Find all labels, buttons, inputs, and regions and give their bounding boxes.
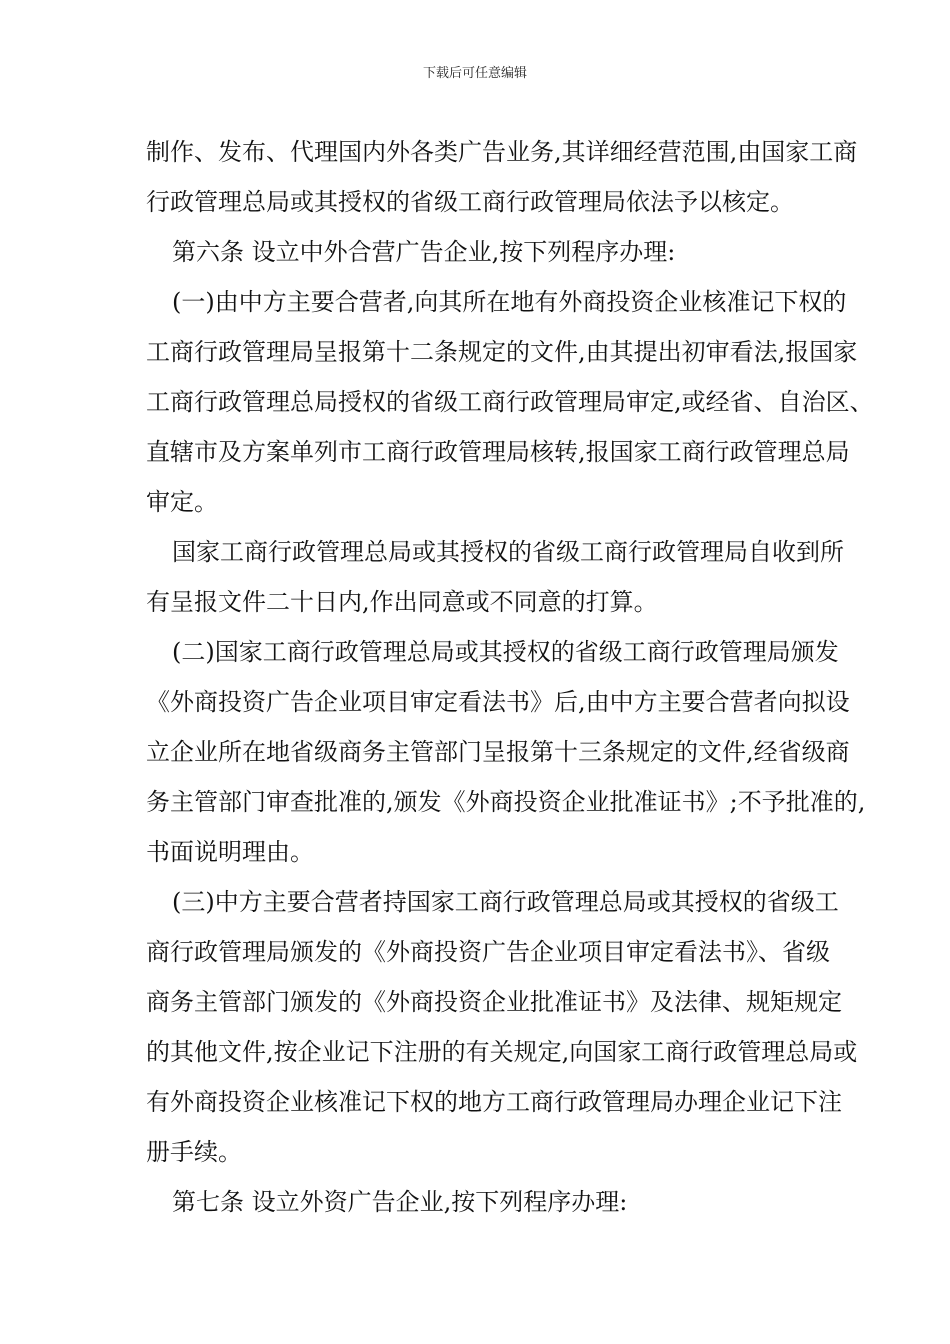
text-line: 第七条 设立外资广告企业,按下列程序办理:	[172, 1188, 628, 1216]
text-line: 商行政管理局颁发的《外商投资广告企业项目审定看法书》、省级	[146, 938, 830, 966]
text-line: 商务主管部门颁发的《外商投资企业批准证书》及法律、规矩规定	[146, 988, 842, 1016]
text-line: 第六条 设立中外合营广告企业,按下列程序办理:	[172, 238, 676, 266]
text-line: 有呈报文件二十日内,作出同意或不同意的打算。	[146, 588, 658, 616]
text-line: 审定。	[146, 488, 218, 516]
page-header: 下载后可任意编辑	[422, 66, 527, 81]
paragraph	[146, 127, 858, 227]
text-line: 直辖市及方案单列市工商行政管理局核转,报国家工商行政管理总局	[146, 438, 850, 466]
text-line: 有外商投资企业核准记下权的地方工商行政管理局办理企业记下注	[146, 1088, 842, 1116]
text-line: 国家工商行政管理总局或其授权的省级工商行政管理局自收到所	[172, 538, 844, 566]
paragraph	[146, 527, 844, 627]
text-line: 册手续。	[146, 1138, 242, 1166]
text-line: 制作、发布、代理国内外各类广告业务,其详细经营范围,由国家工商	[146, 138, 858, 166]
text-line: 工商行政管理局呈报第十二条规定的文件,由其提出初审看法,报国家	[146, 338, 858, 366]
article-heading	[146, 227, 806, 277]
text-line: (一)由中方主要合营者,向其所在地有外商投资企业核准记下权的	[172, 288, 847, 316]
text-line: 《外商投资广告企业项目审定看法书》后,由中方主要合营者向拟设	[146, 688, 850, 716]
article-heading	[146, 1177, 806, 1227]
text-line: (二)国家工商行政管理总局或其授权的省级工商行政管理局颁发	[172, 638, 839, 666]
paragraph	[146, 877, 858, 1177]
text-line: 行政管理总局或其授权的省级工商行政管理局依法予以核定。	[146, 188, 794, 216]
text-line: (三)中方主要合营者持国家工商行政管理总局或其授权的省级工	[172, 888, 839, 916]
paragraph	[146, 277, 874, 527]
text-line: 务主管部门审查批准的,颁发《外商投资企业批准证书》;不予批准的,	[146, 788, 866, 816]
text-line: 的其他文件,按企业记下注册的有关规定,向国家工商行政管理总局或	[146, 1038, 858, 1066]
paragraph	[146, 627, 866, 877]
document-body	[146, 127, 874, 1227]
text-line: 工商行政管理总局授权的省级工商行政管理局审定,或经省、自治区、	[146, 388, 874, 416]
text-line: 书面说明理由。	[146, 838, 314, 866]
text-line: 立企业所在地省级商务主管部门呈报第十三条规定的文件,经省级商	[146, 738, 850, 766]
